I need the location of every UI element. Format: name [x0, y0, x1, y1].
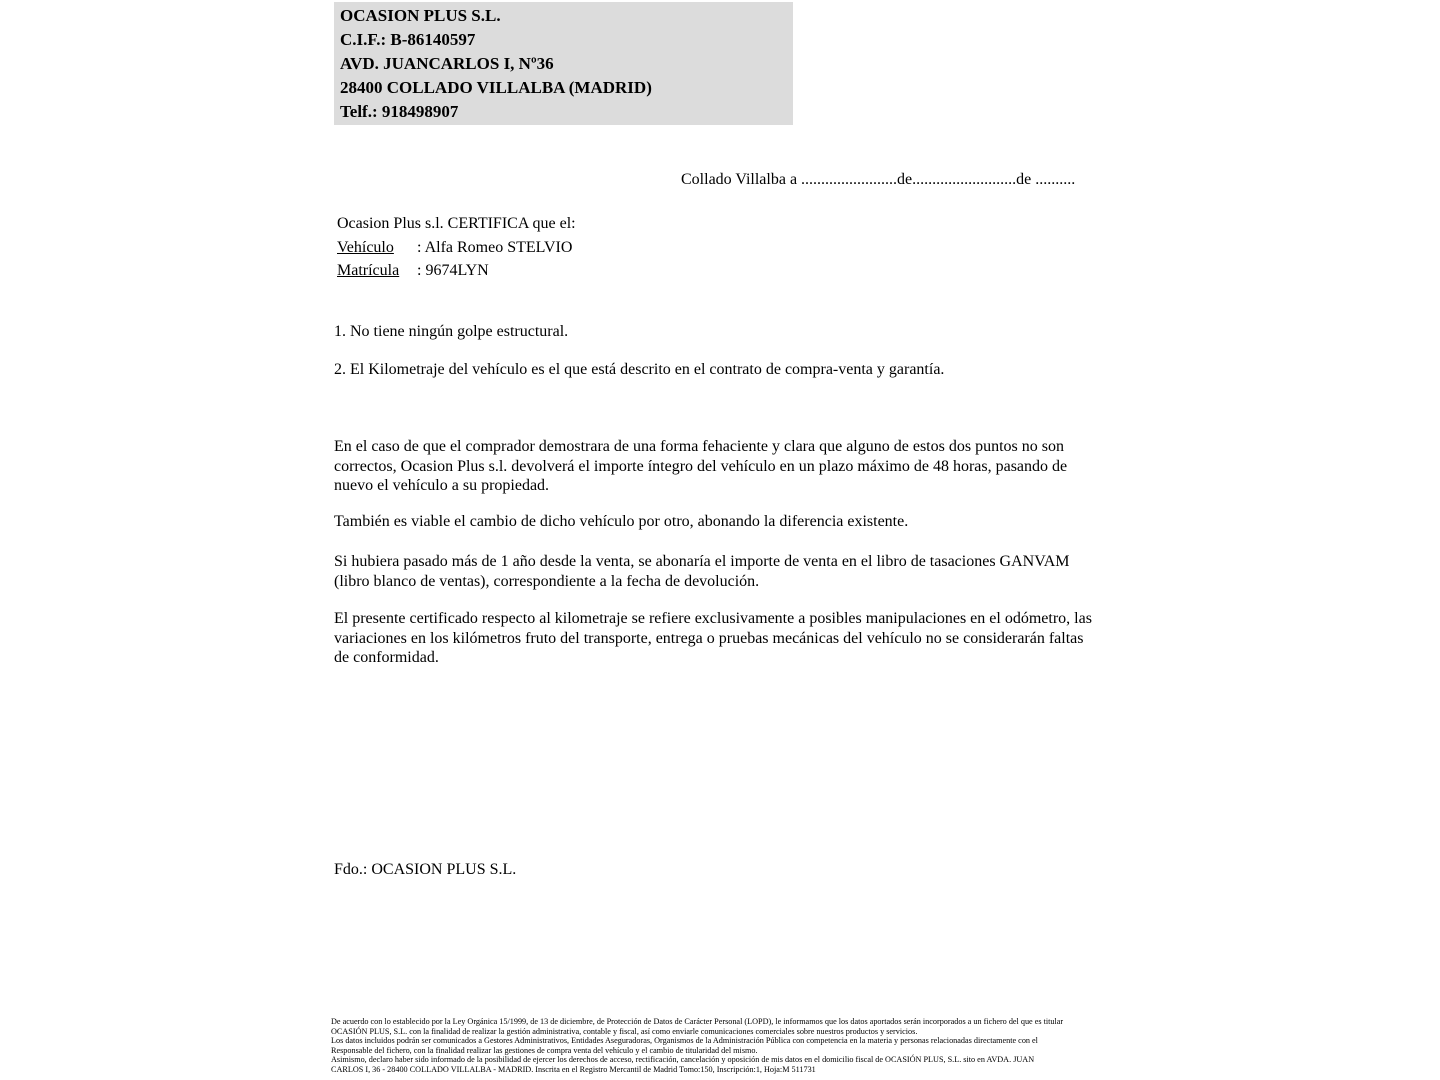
paragraph-ganvam-valuation: Si hubiera pasado más de 1 año desde la venta, se abonaría el importe de venta en el libro de tasaciones GANVAM (libro blanco de ventas), correspondiente a la fecha de devolución.	[334, 553, 1070, 590]
legal-line: De acuerdo con lo establecido por la Ley Orgánica 15/1999, de 13 de diciembre, de Protección de Datos de Carácter Personal (LOPD), le informamos que los datos aportados serán incorporados a un fichero del que es titular	[331, 1017, 1064, 1026]
plate-field-label: Matrícula	[337, 262, 400, 279]
legal-line: OCASIÓN PLUS, S.L. con la finalidad de realizar la gestión administrativa, contable y fiscal, así como enviarle comunicaciones comerciales sobre nuestros productos y servicios.	[331, 1026, 918, 1036]
vehicle-field-value: : Alfa Romeo STELVIO	[417, 238, 573, 256]
certify-intro: Ocasion Plus s.l. CERTIFICA que el:	[337, 215, 576, 232]
vehicle-field	[337, 236, 576, 260]
paragraph-odometer-disclaimer: El presente certificado respecto al kilometraje se refiere exclusivamente a posibles manipulaciones en el odómetro, las variaciones en los kilómetros fruto del transporte, entrega o pruebas mecánicas del vehículo no se considerarán faltas de conformidad.	[334, 610, 1092, 666]
certificate-point-2: 2. El Kilometraje del vehículo es el que está descrito en el contrato de compra-venta y garantía.	[334, 361, 945, 378]
paragraph-exchange-option: También es viable el cambio de dicho vehículo por otro, abonando la diferencia existente.	[334, 513, 909, 530]
company-cif: C.I.F.: B-86140597	[340, 30, 476, 49]
certificate-point-1: 1. No tiene ningún golpe estructural.	[334, 323, 569, 340]
signature-line: Fdo.: OCASION PLUS S.L.	[334, 861, 517, 878]
legal-line: CARLOS I, 36 - 28400 COLLADO VILLALBA - MADRID. Inscrita en el Registro Mercantil de Madrid Tomo:150, Inscripción:1, Hoja:M 511731	[331, 1064, 816, 1074]
legal-fine-print	[331, 1017, 1111, 1075]
legal-line: Responsable del fichero, con la finalidad realizar las gestiones de compra venta del vehículo y el cambio de titularidad del mismo.	[331, 1045, 758, 1055]
company-header-box	[334, 2, 793, 125]
company-phone: Telf.: 918498907	[340, 102, 459, 121]
plate-field-value: : 9674LYN	[417, 262, 489, 279]
company-address: AVD. JUANCARLOS I, Nº36	[340, 54, 554, 73]
vehicle-field-label: Vehículo	[337, 238, 394, 256]
paragraph-refund-terms: En el caso de que el comprador demostrara de una forma fehaciente y clara que alguno de estos dos puntos no son correctos, Ocasion Plus s.l. devolverá el importe íntegro del vehículo en un plazo máximo de 48 horas, pasando de nuevo el vehículo a su propiedad.	[334, 438, 1068, 494]
legal-line: Asimismo, declaro haber sido informado de la posibilidad de ejercer los derechos de acceso, rectificación, cancelación y oposición de mis datos en el domicilio fiscal de OCASIÓN PLUS, S.L. sito en AVDA. JUAN	[331, 1055, 1035, 1065]
plate-field	[337, 259, 576, 283]
legal-line: Los datos incluidos podrán ser comunicados a Gestores Administrativos, Entidades Aseguradoras, Organismos de la Administración Pública con competencia en la materia y personas relacionadas directamente con el	[331, 1036, 1038, 1046]
certify-block	[337, 212, 576, 283]
company-name: OCASION PLUS S.L.	[340, 6, 501, 25]
company-city: 28400 COLLADO VILLALBA (MADRID)	[340, 78, 652, 97]
date-line: Collado Villalba a ........................de..........................de ..........	[681, 171, 1076, 188]
